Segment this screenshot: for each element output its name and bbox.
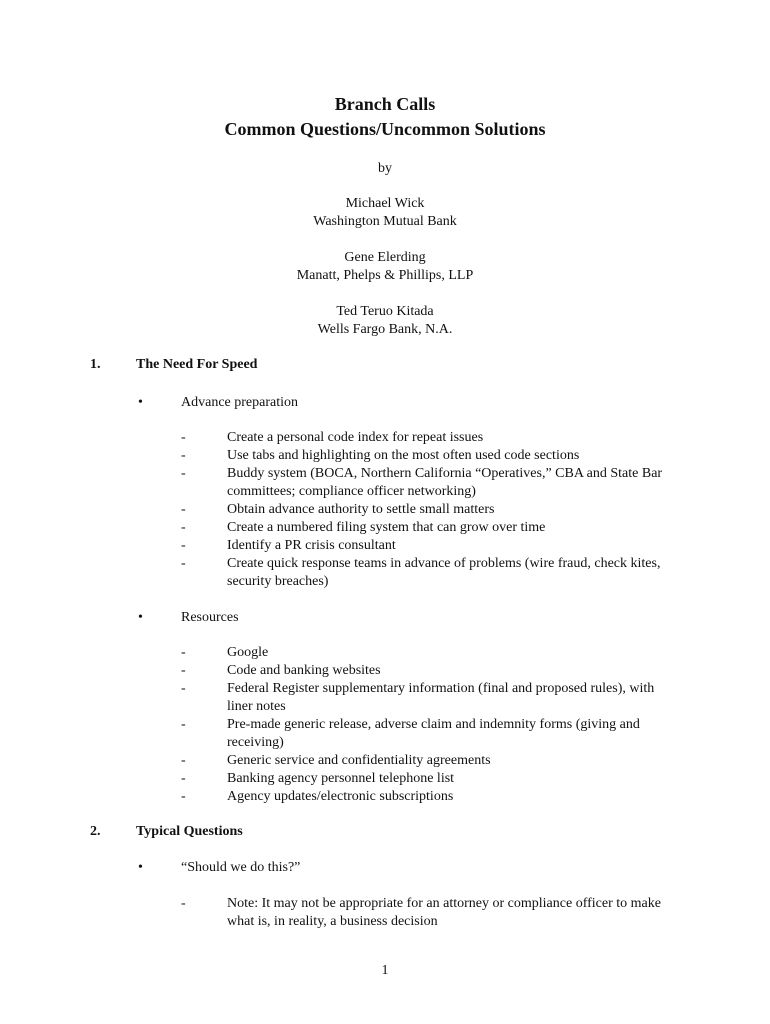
list-item-text: Use tabs and highlighting on the most often used code sections [227, 448, 580, 463]
dash-icon: - [181, 663, 186, 678]
document-subtitle: Common Questions/Uncommon Solutions [224, 119, 546, 139]
dash-list [181, 644, 681, 806]
list-item [181, 465, 681, 501]
list-item-text: Obtain advance authority to settle small matters [227, 502, 495, 517]
list-item-text: Create a personal code index for repeat issues [227, 430, 484, 445]
list-item-text: Google [227, 645, 269, 660]
list-item-text: Code and banking websites [227, 663, 381, 678]
list-item-text: Pre-made generic release, adverse claim and indemnity forms (giving and receiving) [227, 717, 640, 750]
bullet-icon: • [138, 395, 143, 410]
list-item-text: Create a numbered filing system that can grow over time [227, 520, 546, 535]
dash-icon: - [181, 753, 186, 768]
bullet-icon: • [138, 860, 143, 875]
page-number: 1 [381, 963, 389, 978]
dash-list [181, 429, 681, 591]
dash-icon: - [181, 556, 186, 571]
list-item [181, 537, 681, 555]
dash-icon: - [181, 789, 186, 804]
list-item [181, 716, 681, 752]
dash-icon: - [181, 538, 186, 553]
dash-icon: - [181, 430, 186, 445]
list-item-text: Agency updates/electronic subscriptions [227, 789, 454, 804]
dash-icon: - [181, 717, 186, 732]
author-org: Washington Mutual Bank [313, 214, 457, 229]
dash-icon: - [181, 896, 186, 911]
bullet-icon: • [138, 610, 143, 625]
list-item [181, 895, 661, 931]
list-item-text: Banking agency personnel telephone list [227, 771, 455, 786]
section-number: 1. [90, 357, 101, 372]
dash-icon: - [181, 520, 186, 535]
author-org: Wells Fargo Bank, N.A. [317, 322, 453, 337]
section-number: 2. [90, 824, 101, 839]
list-item-text: Buddy system (BOCA, Northern California “Operatives,” CBA and State Bar committees; compliance officer networking) [227, 466, 663, 499]
author-name: Ted Teruo Kitada [336, 304, 434, 319]
list-item [181, 519, 681, 537]
list-item-text: Create quick response teams in advance of problems (wire fraud, check kites, security breaches) [227, 556, 661, 589]
list-item [181, 680, 681, 716]
section-title: Typical Questions [136, 824, 243, 839]
dash-list [181, 895, 661, 931]
bullet-label: “Should we do this?” [181, 860, 301, 875]
by-line: by [378, 161, 392, 176]
dash-icon: - [181, 681, 186, 696]
bullet-label: Resources [181, 610, 239, 625]
dash-icon: - [181, 645, 186, 660]
dash-icon: - [181, 448, 186, 463]
dash-icon: - [181, 771, 186, 786]
section-title: The Need For Speed [136, 357, 258, 372]
list-item-text: Generic service and confidentiality agreements [227, 753, 491, 768]
list-item [181, 644, 681, 662]
list-item-text: Note: It may not be appropriate for an attorney or compliance officer to make what is, in reality, a business decision [227, 896, 661, 929]
document-title: Branch Calls [334, 94, 436, 114]
list-item-text: Identify a PR crisis consultant [227, 538, 396, 553]
list-item [181, 752, 681, 770]
list-item-text: Federal Register supplementary information (final and proposed rules), with liner notes [227, 681, 655, 714]
list-item [181, 662, 681, 680]
list-item [181, 788, 681, 806]
author-org: Manatt, Phelps & Phillips, LLP [296, 268, 474, 283]
list-item [181, 770, 681, 788]
dash-icon: - [181, 502, 186, 517]
list-item [181, 555, 681, 591]
author-name: Gene Elerding [344, 250, 426, 265]
list-item [181, 429, 681, 447]
list-item [181, 447, 681, 465]
dash-icon: - [181, 466, 186, 481]
bullet-label: Advance preparation [181, 395, 298, 410]
list-item [181, 501, 681, 519]
author-name: Michael Wick [345, 196, 425, 211]
